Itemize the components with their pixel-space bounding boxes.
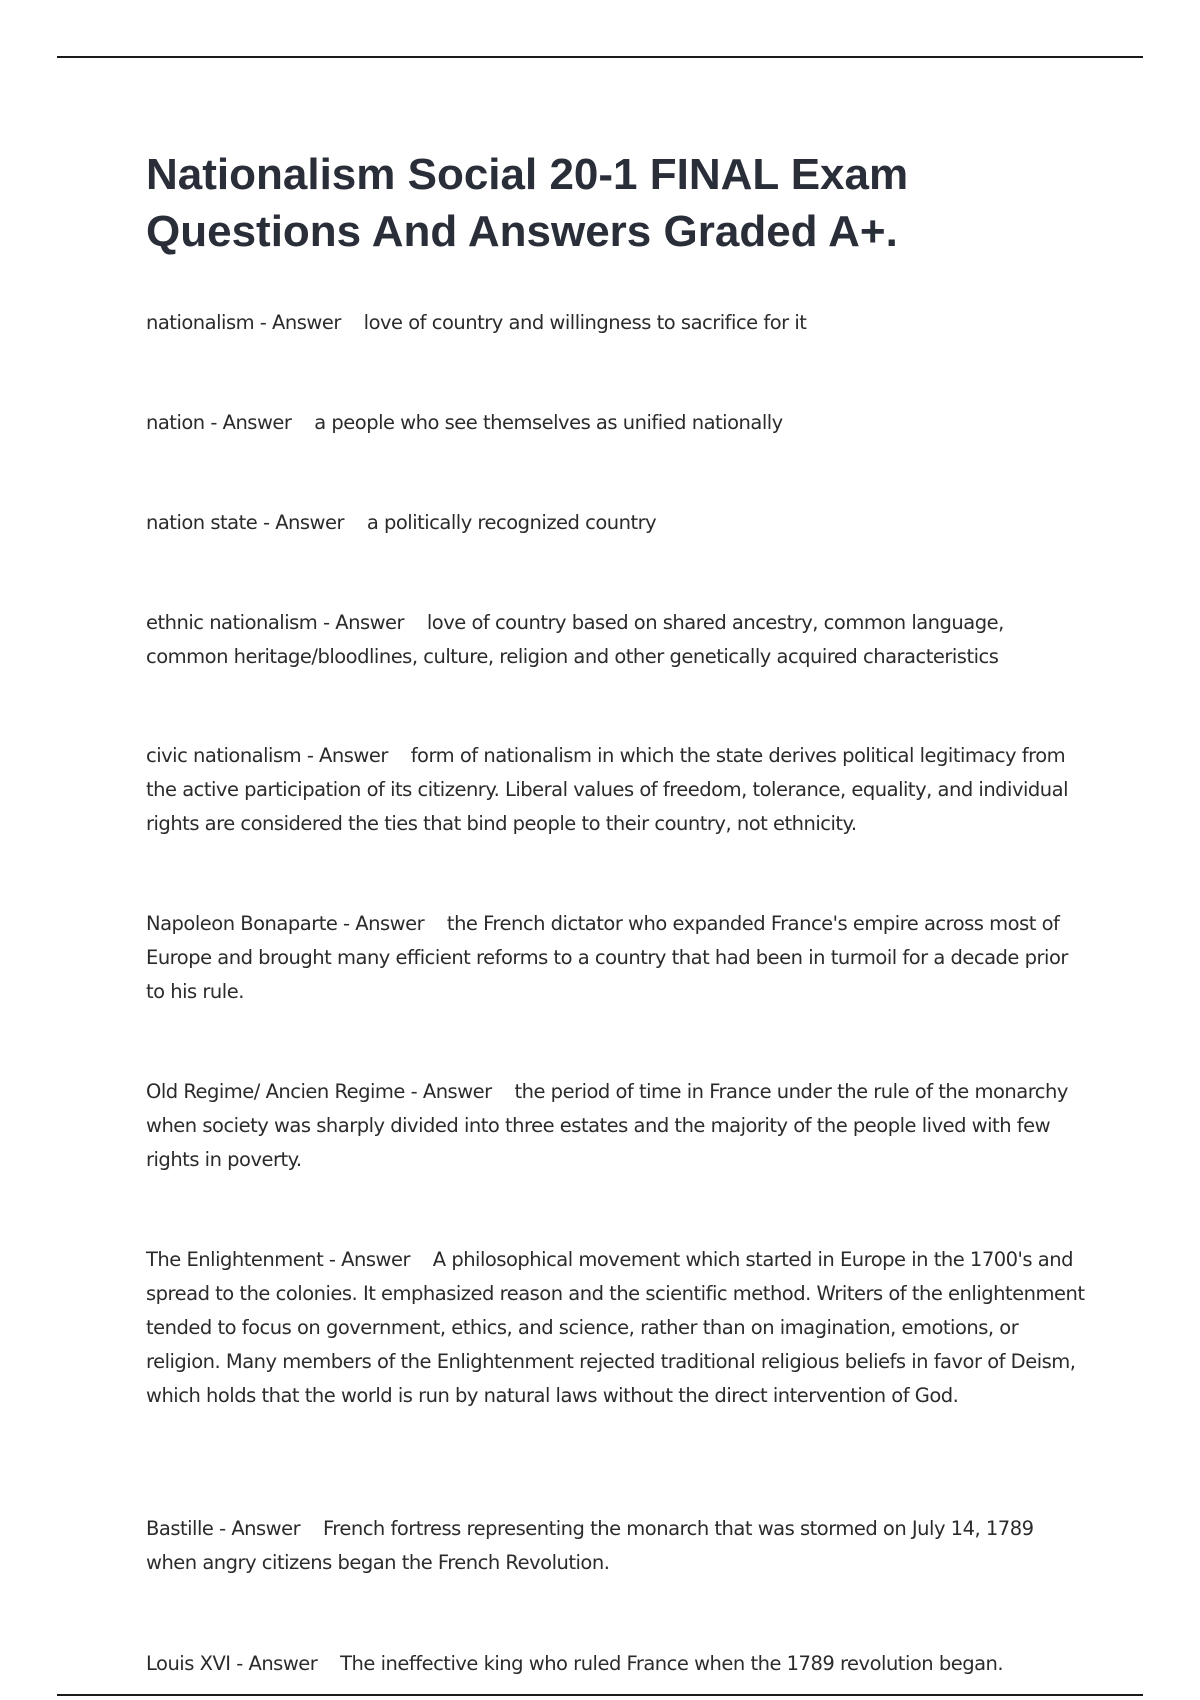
answer: a people who see themselves as unified nationally <box>314 411 783 434</box>
qa-item-louis-xvi <box>146 1647 1086 1681</box>
term: ethnic nationalism <box>146 611 318 634</box>
answer-separator: - Answer <box>301 744 388 767</box>
qa-item-napoleon-bonaparte <box>146 907 1086 1009</box>
term: civic nationalism <box>146 744 302 767</box>
qa-item-bastille <box>146 1512 1086 1580</box>
page-title: Nationalism Social 20-1 FINAL Exam Questions And Answers Graded A+. <box>146 150 909 256</box>
answer-separator: - Answer <box>204 411 292 434</box>
qa-item-old-regime <box>146 1075 1086 1177</box>
term: nation state <box>146 511 258 534</box>
answer-separator: - Answer <box>323 1248 410 1271</box>
top-rule <box>57 56 1143 58</box>
answer: a politically recognized country <box>366 511 657 534</box>
answer-separator: - Answer <box>404 1080 492 1103</box>
term: nation <box>146 411 205 434</box>
term: Louis XVI <box>146 1652 231 1675</box>
answer: French fortress representing the monarch that was stormed on July 14, 1789 when angry citizens began the French Revolution. <box>146 1517 1034 1574</box>
qa-item-nation-state <box>146 506 1086 540</box>
term: Old Regime/ Ancien Regime <box>146 1080 405 1103</box>
answer: love of country based on shared ancestry, common language, common heritage/bloodlines, culture, religion and other genetically acquired characteristics <box>146 611 1004 668</box>
answer: the period of time in France under the rule of the monarchy when society was sharply divided into three estates and the majority of the people lived with few rights in poverty. <box>146 1080 1068 1171</box>
qa-item-civic-nationalism <box>146 739 1086 841</box>
qa-item-the-enlightenment <box>146 1243 1086 1413</box>
qa-item-nation <box>146 406 1086 440</box>
answer: the French dictator who expanded France's empire across most of Europe and brought many efficient reforms to a country that had been in turmoil for a decade prior to his rule. <box>146 912 1068 1003</box>
qa-item-ethnic-nationalism <box>146 606 1086 674</box>
term: The Enlightenment <box>146 1248 324 1271</box>
answer: form of nationalism in which the state derives political legitimacy from the active participation of its citizenry. Liberal values of freedom, tolerance, equality, and individual rights are considered the ties that bind people to their country, not ethnicity. <box>146 744 1069 835</box>
answer-separator: - Answer <box>317 611 405 634</box>
answer-separator: - Answer <box>337 912 425 935</box>
answer: A philosophical movement which started in Europe in the 1700's and spread to the colonies. It emphasized reason and the scientific method. Writers of the enlightenment tended to focus on government, ethics, and science, rather than on imagination, emotions, or religion. Many members of the Enlightenment rejected traditional religious beliefs in favor of Deism, which holds that the world is run by natural laws without the direct intervention of God. <box>146 1248 1085 1407</box>
answer-separator: - Answer <box>257 511 345 534</box>
answer-separator: - Answer <box>213 1517 301 1540</box>
bottom-rule <box>57 1694 1143 1696</box>
qa-item-nationalism <box>146 306 1086 340</box>
answer: love of country and willingness to sacrifice for it <box>363 311 807 334</box>
term: Napoleon Bonaparte <box>146 912 338 935</box>
term: Bastille <box>146 1517 214 1540</box>
term: nationalism <box>146 311 255 334</box>
answer: The ineffective king who ruled France when the 1789 revolution began. <box>340 1652 1004 1675</box>
answer-separator: - Answer <box>230 1652 318 1675</box>
answer-separator: - Answer <box>254 311 341 334</box>
